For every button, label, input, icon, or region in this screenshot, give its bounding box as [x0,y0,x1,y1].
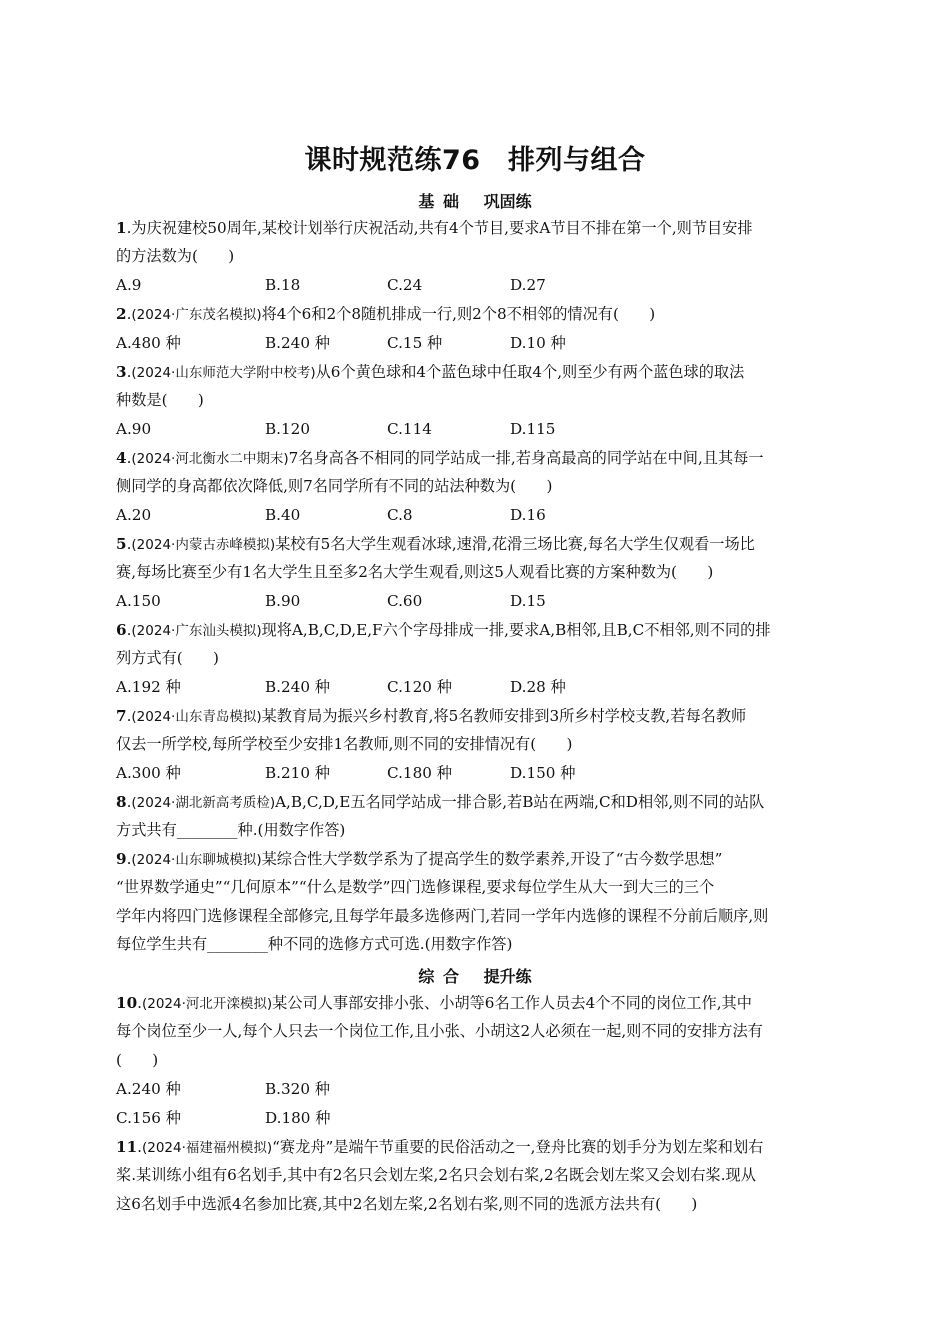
question-5: 5.(2024·内蒙古赤峰模拟)某校有5名大学生观看冰球,速滑,花滑三场比赛,每名大学生仅观看一场比 [116,535,755,553]
question-source: (2024·河北开滦模拟) [141,996,273,1012]
question-source: (2024·山东师范大学附中校考) [131,365,316,381]
question-10-line-2: 每个岗位至少一人,每个人只去一个岗位工作,且小张、小胡这2人必须在一起,则不同的安排方法有 [116,1022,763,1040]
option-b: B.240 种 [265,334,330,352]
option-d: D.15 [510,592,546,610]
question-source: (2024·福建福州模拟) [141,1140,273,1156]
option-a: A.150 [116,592,161,610]
question-3: 3.(2024·山东师范大学附中校考)从6个黄色球和4个蓝色球中任取4个,则至少有两个蓝色球的取法 [116,363,745,381]
option-d: D.150 种 [510,764,576,782]
question-text: “赛龙舟”是端午节重要的民俗活动之一,登舟比赛的划手分为划左桨和划右 [272,1138,764,1156]
question-number: 8 [116,793,127,811]
question-1-line-2: 的方法数为( ) [116,247,235,265]
question-10-line-3: ( ) [116,1051,159,1069]
option-c: C.60 [387,592,423,610]
option-a: A.9 [116,276,142,294]
option-a: A.240 种 [116,1080,181,1098]
question-9: 9.(2024·山东聊城模拟)某综合性大学数学系为了提高学生的数学素养,开设了“古今数学思想” [116,850,723,868]
option-b: B.40 [265,506,301,524]
option-c: C.114 [387,420,432,438]
question-text: 某教育局为振兴乡村教育,将5名教师安排到3所乡村学校支教,若每名教师 [261,707,747,725]
option-c: C.24 [387,276,423,294]
question-number: 3 [116,363,127,381]
option-c: C.15 种 [387,334,443,352]
option-d: D.27 [510,276,546,294]
option-d: D.115 [510,420,556,438]
question-3-line-2: 种数是( ) [116,391,204,409]
question-number: 2 [116,305,127,323]
question-11: 11.(2024·福建福州模拟)“赛龙舟”是端午节重要的民俗活动之一,登舟比赛的划手分为划左桨和划右 [116,1138,764,1156]
question-number: 9 [116,850,127,868]
question-6: 6.(2024·广东汕头模拟)现将A,B,C,D,E,F六个字母排成一排,要求A,B相邻,且B,C不相邻,则不同的排 [116,621,771,639]
option-c: C.156 种 [116,1109,181,1127]
option-d: D.180 种 [265,1109,331,1127]
option-a: A.480 种 [116,334,181,352]
question-10: 10.(2024·河北开滦模拟)某公司人事部安排小张、小胡等6名工作人员去4个不同的岗位工作,其中 [116,994,752,1012]
option-b: B.210 种 [265,764,330,782]
question-number: 7 [116,707,127,725]
question-8: 8.(2024·湖北新高考质检)A,B,C,D,E五名同学站成一排合影,若B站在两端,C和D相邻,则不同的站队 [116,793,765,811]
question-2: 2.(2024·广东茂名模拟)将4个6和2个8随机排成一行,则2个8不相邻的情况有( ) [116,305,656,323]
option-b: B.18 [265,276,301,294]
question-text: 将4个6和2个8随机排成一行,则2个8不相邻的情况有( ) [261,305,656,323]
question-source: (2024·广东汕头模拟) [131,623,262,639]
question-number: 6 [116,621,127,639]
option-a: A.20 [116,506,152,524]
question-7-line-2: 仅去一所学校,每所学校至少安排1名教师,则不同的安排情况有( ) [116,735,573,753]
question-text: 从6个黄色球和4个蓝色球中任取4个,则至少有两个蓝色球的取法 [315,363,745,381]
question-5-line-2: 赛,每场比赛至少有1名大学生且至多2名大学生观看,则这5人观看比赛的方案种数为( ) [116,563,714,581]
option-d: D.28 种 [510,678,566,696]
question-number: 11 [116,1138,138,1156]
option-b: B.240 种 [265,678,330,696]
option-d: D.10 种 [510,334,566,352]
question-text: 现将A,B,C,D,E,F六个字母排成一排,要求A,B相邻,且B,C不相邻,则不同的排 [261,621,771,639]
question-source: (2024·河北衡水二中期末) [131,451,289,467]
question-4-line-2: 侧同学的身高都依次降低,则7名同学所有不同的站法种数为( ) [116,477,553,495]
question-number: 4 [116,449,127,467]
question-11-line-3: 这6名划手中选派4名参加比赛,其中2名划左桨,2名划右桨,则不同的选派方法共有( ) [116,1195,698,1213]
question-9-line-2: “世界数学通史”“几何原本”“什么是数学”四门选修课程,要求每位学生从大一到大三的三个 [116,878,715,896]
option-b: B.90 [265,592,301,610]
question-number: 1 [116,219,127,237]
question-text: 某综合性大学数学系为了提高学生的数学素养,开设了“古今数学思想” [261,850,723,868]
question-7: 7.(2024·山东青岛模拟)某教育局为振兴乡村教育,将5名教师安排到3所乡村学校支教,若每名教师 [116,707,747,725]
question-source: (2024·内蒙古赤峰模拟) [131,537,276,553]
question-11-line-2: 桨.某训练小组有6名划手,其中有2名只会划左桨,2名只会划右桨,2名既会划左桨又会划右桨.现从 [116,1166,756,1184]
question-source: (2024·山东青岛模拟) [131,709,262,725]
question-9-line-3: 学年内将四门选修课程全部修完,且每学年最多选修两门,若同一学年内选修的课程不分前后顺序,则 [116,907,769,925]
question-number: 5 [116,535,127,553]
question-9-line-4: 每位学生共有________种不同的选修方式可选.(用数字作答) [116,935,513,953]
question-text: .为庆祝建校50周年,某校计划举行庆祝活动,共有4个节目,要求A节目不排在第一个,则节目安排 [126,219,753,237]
question-text: 某公司人事部安排小张、小胡等6名工作人员去4个不同的岗位工作,其中 [272,994,752,1012]
question-source: (2024·湖北新高考质检) [131,795,276,811]
question-number: 10 [116,994,138,1012]
question-8-line-2: 方式共有________种.(用数字作答) [116,821,346,839]
question-6-line-2: 列方式有( ) [116,649,219,667]
question-1 [116,218,836,238]
option-c: C.120 种 [387,678,452,696]
option-a: A.300 种 [116,764,181,782]
question-text: A,B,C,D,E五名同学站成一排合影,若B站在两端,C和D相邻,则不同的站队 [275,793,765,811]
question-source: (2024·山东聊城模拟) [131,852,262,868]
option-b: B.320 种 [265,1080,330,1098]
option-b: B.120 [265,420,310,438]
option-d: D.16 [510,506,546,524]
option-c: C.180 种 [387,764,452,782]
option-a: A.192 种 [116,678,181,696]
option-c: C.8 [387,506,413,524]
question-source: (2024·广东茂名模拟) [131,307,262,323]
question-4: 4.(2024·河北衡水二中期末)7名身高各不相同的同学站成一排,若身高最高的同学站在中间,且其每一 [116,449,764,467]
page-title: 课时规范练76 排列与组合 [304,145,646,176]
question-text: 7名身高各不相同的同学站成一排,若身高最高的同学站在中间,且其每一 [288,449,764,467]
question-text: 某校有5名大学生观看冰球,速滑,花滑三场比赛,每名大学生仅观看一场比 [275,535,755,553]
option-a: A.90 [116,420,152,438]
section-heading-comprehensive: 综 合 提升练 [418,967,532,986]
section-heading-basic: 基 础 巩固练 [418,192,532,211]
